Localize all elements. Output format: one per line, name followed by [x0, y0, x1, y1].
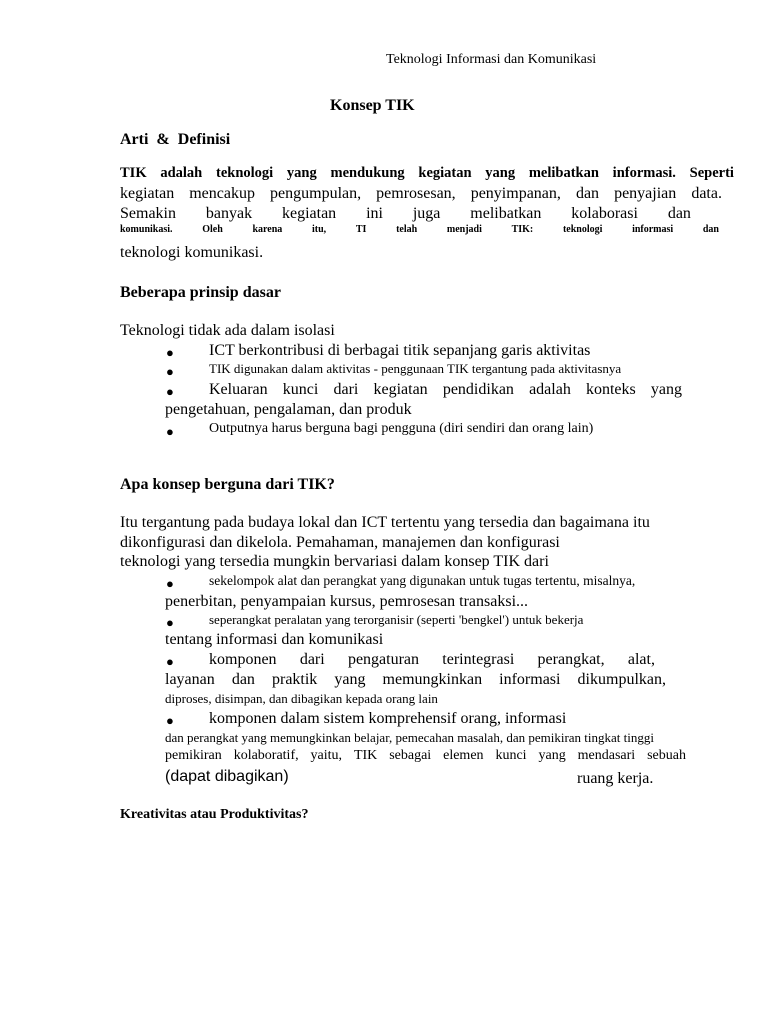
- word: pemikiran: [165, 748, 222, 763]
- word: kolaboratif,: [233, 748, 299, 763]
- word: telah: [396, 224, 418, 235]
- principle-bullet-3-line-2: pengetahuan, pengalaman, dan produk: [165, 401, 412, 418]
- word: kunci: [282, 381, 319, 398]
- section-heading-arti-definisi: Arti & Definisi: [120, 131, 231, 148]
- word: komunikasi.: [120, 224, 173, 235]
- concept-bullet-2-line-2: tentang informasi dan komunikasi: [165, 631, 384, 648]
- section-heading-konsep-berguna: Apa konsep berguna dari TIK?: [120, 476, 335, 493]
- word: TIK:: [511, 224, 534, 235]
- principle-bullet-2: TIK digunakan dalam aktivitas - penggunaan TIK tergantung pada aktivitasnya: [209, 361, 622, 376]
- page-title: Konsep TIK: [330, 97, 415, 114]
- concept-bullet-4-line-4-left: (dapat dibagikan): [165, 768, 289, 785]
- word: melibatkan: [528, 165, 599, 181]
- word: data.: [691, 185, 722, 202]
- running-header: Teknologi Informasi dan Komunikasi: [386, 52, 597, 67]
- word: sebagai: [389, 748, 432, 763]
- principle-bullet-1: ICT berkontribusi di berbagai titik sepanjang garis aktivitas: [209, 342, 591, 359]
- word: teknologi: [215, 165, 274, 181]
- word: penyimpanan,: [470, 185, 561, 202]
- word: perangkat,: [537, 651, 605, 668]
- concept-bullet-1-line-1: sekelompok alat dan perangkat yang digunakan untuk tugas tertentu, misalnya,: [209, 573, 636, 588]
- word: informasi: [499, 671, 561, 688]
- word: yang: [334, 671, 366, 688]
- word: dan: [667, 205, 691, 222]
- word: memungkinkan: [382, 671, 483, 688]
- word: terintegrasi: [442, 651, 515, 668]
- word: komponen: [209, 651, 277, 668]
- word: sebuah: [647, 748, 686, 763]
- word: TIK: [120, 165, 147, 181]
- word: praktik: [271, 671, 318, 688]
- word: mendukung: [330, 165, 405, 181]
- section-heading-prinsip-dasar: Beberapa prinsip dasar: [120, 284, 281, 301]
- concept-bullet-3-line-3: diproses, disimpan, dan dibagikan kepada orang lain: [165, 691, 438, 706]
- bullet-icon: ●: [166, 424, 174, 439]
- word: kegiatan: [120, 185, 175, 202]
- word: dan: [575, 185, 600, 202]
- word: kunci: [495, 748, 527, 763]
- bullet-icon: ●: [166, 576, 174, 591]
- concept-bullet-4-line-4-right: ruang kerja.: [577, 770, 654, 787]
- definition-line-4: [120, 224, 719, 235]
- word: kolaborasi: [571, 205, 638, 222]
- section-heading-kreativitas: Kreativitas atau Produktivitas?: [120, 807, 309, 822]
- definition-line-1: [120, 165, 734, 182]
- word: penyajian: [614, 185, 677, 202]
- word: juga: [412, 205, 441, 222]
- word: itu,: [311, 224, 327, 235]
- word: banyak: [205, 205, 253, 222]
- word: dari: [333, 381, 359, 398]
- word: yang: [485, 165, 516, 181]
- word: pendidikan: [442, 381, 514, 398]
- bullet-icon: ●: [166, 654, 174, 669]
- word: adalah: [529, 381, 571, 398]
- word: Seperti: [689, 165, 734, 181]
- concept-bullet-4-line-2: dan perangkat yang memungkinkan belajar, pemecahan masalah, dan pemikiran tingkat tinggi: [165, 730, 654, 745]
- word: dan: [231, 671, 255, 688]
- bullet-icon: ●: [166, 364, 174, 379]
- concept-paragraph-line-2: dikonfigurasi dan dikelola. Pemahaman, manajemen dan konfigurasi: [120, 534, 560, 551]
- word: TI: [355, 224, 367, 235]
- word: TIK: [353, 748, 378, 763]
- word: yang: [650, 381, 682, 398]
- definition-line-5: teknologi komunikasi.: [120, 244, 264, 261]
- word: yang: [286, 165, 317, 181]
- concept-bullet-1-line-2: penerbitan, penyampaian kursus, pemrosesan transaksi...: [165, 593, 529, 610]
- word: pengumpulan,: [270, 185, 362, 202]
- principle-bullet-3-line-1: [209, 381, 682, 399]
- concept-bullet-4-line-1: komponen dalam sistem komprehensif orang, informasi: [209, 710, 567, 727]
- word: yaitu,: [310, 748, 343, 763]
- word: Semakin: [120, 205, 176, 222]
- word: mendasari: [577, 748, 636, 763]
- word: pemrosesan,: [376, 185, 456, 202]
- word: alat,: [627, 651, 655, 668]
- bullet-icon: ●: [166, 713, 174, 728]
- word: Oleh: [202, 224, 223, 235]
- definition-line-2: [120, 185, 722, 203]
- concept-bullet-3-line-2: [165, 671, 666, 689]
- principles-intro: Teknologi tidak ada dalam isolasi: [120, 322, 335, 339]
- bullet-icon: ●: [166, 615, 174, 630]
- word: karena: [252, 224, 283, 235]
- definition-line-3: [120, 205, 691, 223]
- word: layanan: [165, 671, 215, 688]
- bullet-icon: ●: [166, 345, 174, 360]
- word: informasi: [632, 224, 674, 235]
- principle-bullet-4: Outputnya harus berguna bagi pengguna (diri sendiri dan orang lain): [209, 421, 594, 436]
- word: menjadi: [446, 224, 482, 235]
- word: pengaturan: [347, 651, 420, 668]
- concept-paragraph-line-1: Itu tergantung pada budaya lokal dan ICT tertentu yang tersedia dan bagaimana itu: [120, 514, 650, 531]
- bullet-icon: ●: [166, 384, 174, 399]
- word: melibatkan: [470, 205, 542, 222]
- word: dan: [702, 224, 719, 235]
- word: Keluaran: [209, 381, 268, 398]
- word: adalah: [160, 165, 203, 181]
- word: konteks: [585, 381, 636, 398]
- word: dari: [299, 651, 325, 668]
- word: dikumpulkan,: [577, 671, 666, 688]
- word: kegiatan: [373, 381, 428, 398]
- concept-bullet-3-line-1: [209, 651, 655, 669]
- concept-bullet-4-line-3: [165, 748, 686, 764]
- word: kegiatan: [281, 205, 337, 222]
- word: kegiatan: [418, 165, 472, 181]
- word: ini: [366, 205, 383, 222]
- word: mencakup: [189, 185, 255, 202]
- word: elemen: [443, 748, 484, 763]
- concept-bullet-2-line-1: seperangkat peralatan yang terorganisir (seperti 'bengkel') untuk bekerja: [209, 612, 584, 627]
- word: yang: [538, 748, 566, 763]
- word: teknologi: [562, 224, 603, 235]
- concept-paragraph-line-3: teknologi yang tersedia mungkin bervariasi dalam konsep TIK dari: [120, 553, 549, 570]
- word: informasi.: [612, 165, 676, 181]
